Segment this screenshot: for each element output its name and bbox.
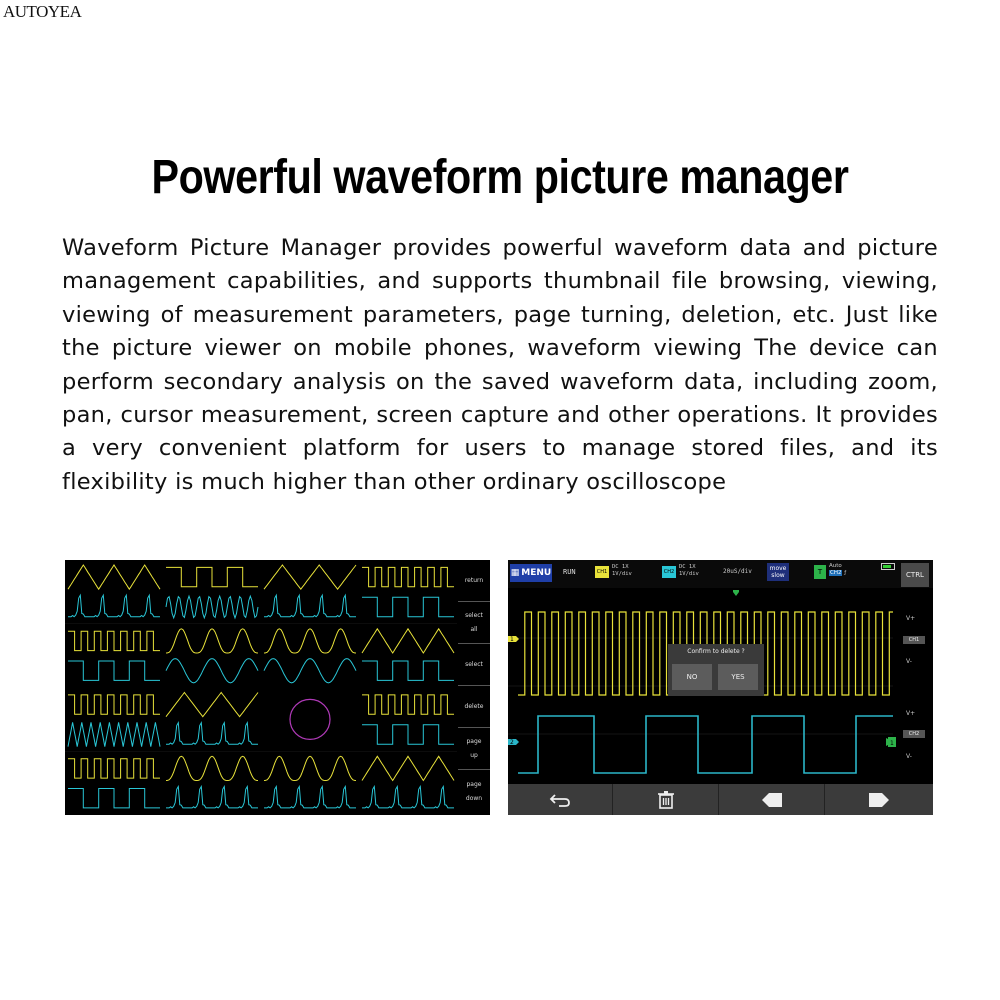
yes-button[interactable]: YES — [718, 664, 758, 690]
thumbnail-browser-screen — [65, 560, 490, 815]
left-arrow-icon — [762, 793, 782, 807]
trigger-tag[interactable]: T — [814, 565, 826, 579]
waveform-thumbnail[interactable] — [65, 688, 163, 752]
ch1-marker — [508, 636, 519, 643]
thumbnail-sidebar — [458, 560, 490, 815]
waveform-thumbnail[interactable] — [65, 560, 163, 624]
move-mode-button[interactable]: move slow — [767, 563, 789, 581]
waveform-thumbnail[interactable] — [163, 751, 261, 815]
brand-logo: AUTOYEA — [3, 2, 82, 21]
no-button[interactable]: NO — [672, 664, 712, 690]
delete-file-button[interactable] — [614, 784, 719, 815]
ch1-tag[interactable]: CH1 — [595, 566, 609, 578]
run-status: RUN — [563, 568, 576, 576]
oscilloscope-screen — [508, 560, 933, 815]
next-button[interactable] — [826, 784, 931, 815]
timebase-readout[interactable]: 20uS/div — [723, 568, 752, 575]
ch1-vminus-label: V- — [906, 658, 912, 665]
trigger-position-marker — [733, 590, 739, 596]
waveform-thumbnail[interactable] — [261, 688, 359, 752]
description-paragraph: Waveform Picture Manager provides powerful waveform data and picture management capabilities, and supports thumbnail file browsing, viewing, viewing of measurement parameters, page turning, deletion, etc. Just like the picture viewer on mobile phones, waveform viewing The device can perform secondary analysis on the saved waveform data, including zoom, pan, cursor measurement, screen capture and other operations. It provides a very convenient platform for users to manage stored files, and its flexibility is much higher than other ordinary oscilloscope — [62, 235, 938, 495]
grid-icon: ▦ — [510, 568, 520, 578]
waveform-thumbnail[interactable] — [261, 560, 359, 624]
svg-text:1: 1 — [510, 636, 514, 643]
waveform-thumbnail[interactable] — [65, 751, 163, 815]
battery-icon — [881, 563, 895, 570]
page-down-button[interactable]: page down — [465, 780, 483, 802]
ch2-trigger-level-marker — [886, 737, 896, 747]
ch2-side-tag[interactable]: CH2 — [903, 730, 925, 738]
ch1-vplus-label: V+ — [906, 615, 916, 622]
rising-edge-icon: ƒ — [844, 570, 847, 576]
trigger-info: Auto CH2 ƒ — [829, 563, 847, 576]
ch1-info: DC 1X 1V/div — [612, 564, 632, 577]
waveform-thumbnail[interactable] — [65, 624, 163, 688]
right-arrow-icon — [869, 793, 889, 807]
ch1-side-tag[interactable]: CH1 — [903, 636, 925, 644]
waveform-thumbnail[interactable] — [359, 560, 457, 624]
delete-button[interactable]: delete — [458, 686, 490, 728]
waveform-thumbnail[interactable] — [163, 624, 261, 688]
waveform-thumbnail[interactable] — [359, 624, 457, 688]
ch2-info: DC 1X 1V/div — [679, 564, 699, 577]
waveform-thumbnail[interactable] — [163, 688, 261, 752]
thumbnail-grid — [65, 560, 457, 815]
menu-button[interactable]: ▦ MENU — [510, 564, 552, 582]
waveform-thumbnail[interactable] — [261, 751, 359, 815]
back-arrow-icon — [549, 793, 571, 807]
status-bar — [508, 560, 933, 588]
select-button[interactable]: select — [458, 644, 490, 686]
waveform-thumbnail[interactable] — [359, 688, 457, 752]
bottom-toolbar — [508, 784, 933, 815]
ch2-vplus-label: V+ — [906, 710, 916, 717]
back-button[interactable] — [508, 784, 613, 815]
waveform-thumbnail[interactable] — [261, 624, 359, 688]
ctrl-button[interactable]: CTRL — [901, 563, 929, 587]
svg-text:2: 2 — [510, 739, 514, 746]
page-up-button[interactable]: page up — [458, 728, 490, 770]
page-title: Powerful waveform picture manager — [151, 151, 849, 204]
select-all-button[interactable]: select all — [458, 602, 490, 644]
waveform-thumbnail[interactable] — [163, 560, 261, 624]
previous-button[interactable] — [720, 784, 825, 815]
ch2-marker — [508, 739, 519, 746]
return-button[interactable]: return — [458, 560, 490, 602]
delete-confirm-dialog — [668, 644, 764, 696]
ch2-tag[interactable]: CH2 — [662, 566, 676, 578]
svg-text:1: 1 — [890, 740, 894, 747]
dialog-title: Confirm to delete ? — [687, 648, 745, 655]
trash-icon — [658, 791, 674, 809]
ch2-vminus-label: V- — [906, 753, 912, 760]
ch2-waveform — [518, 716, 893, 773]
waveform-thumbnail[interactable] — [359, 751, 457, 815]
